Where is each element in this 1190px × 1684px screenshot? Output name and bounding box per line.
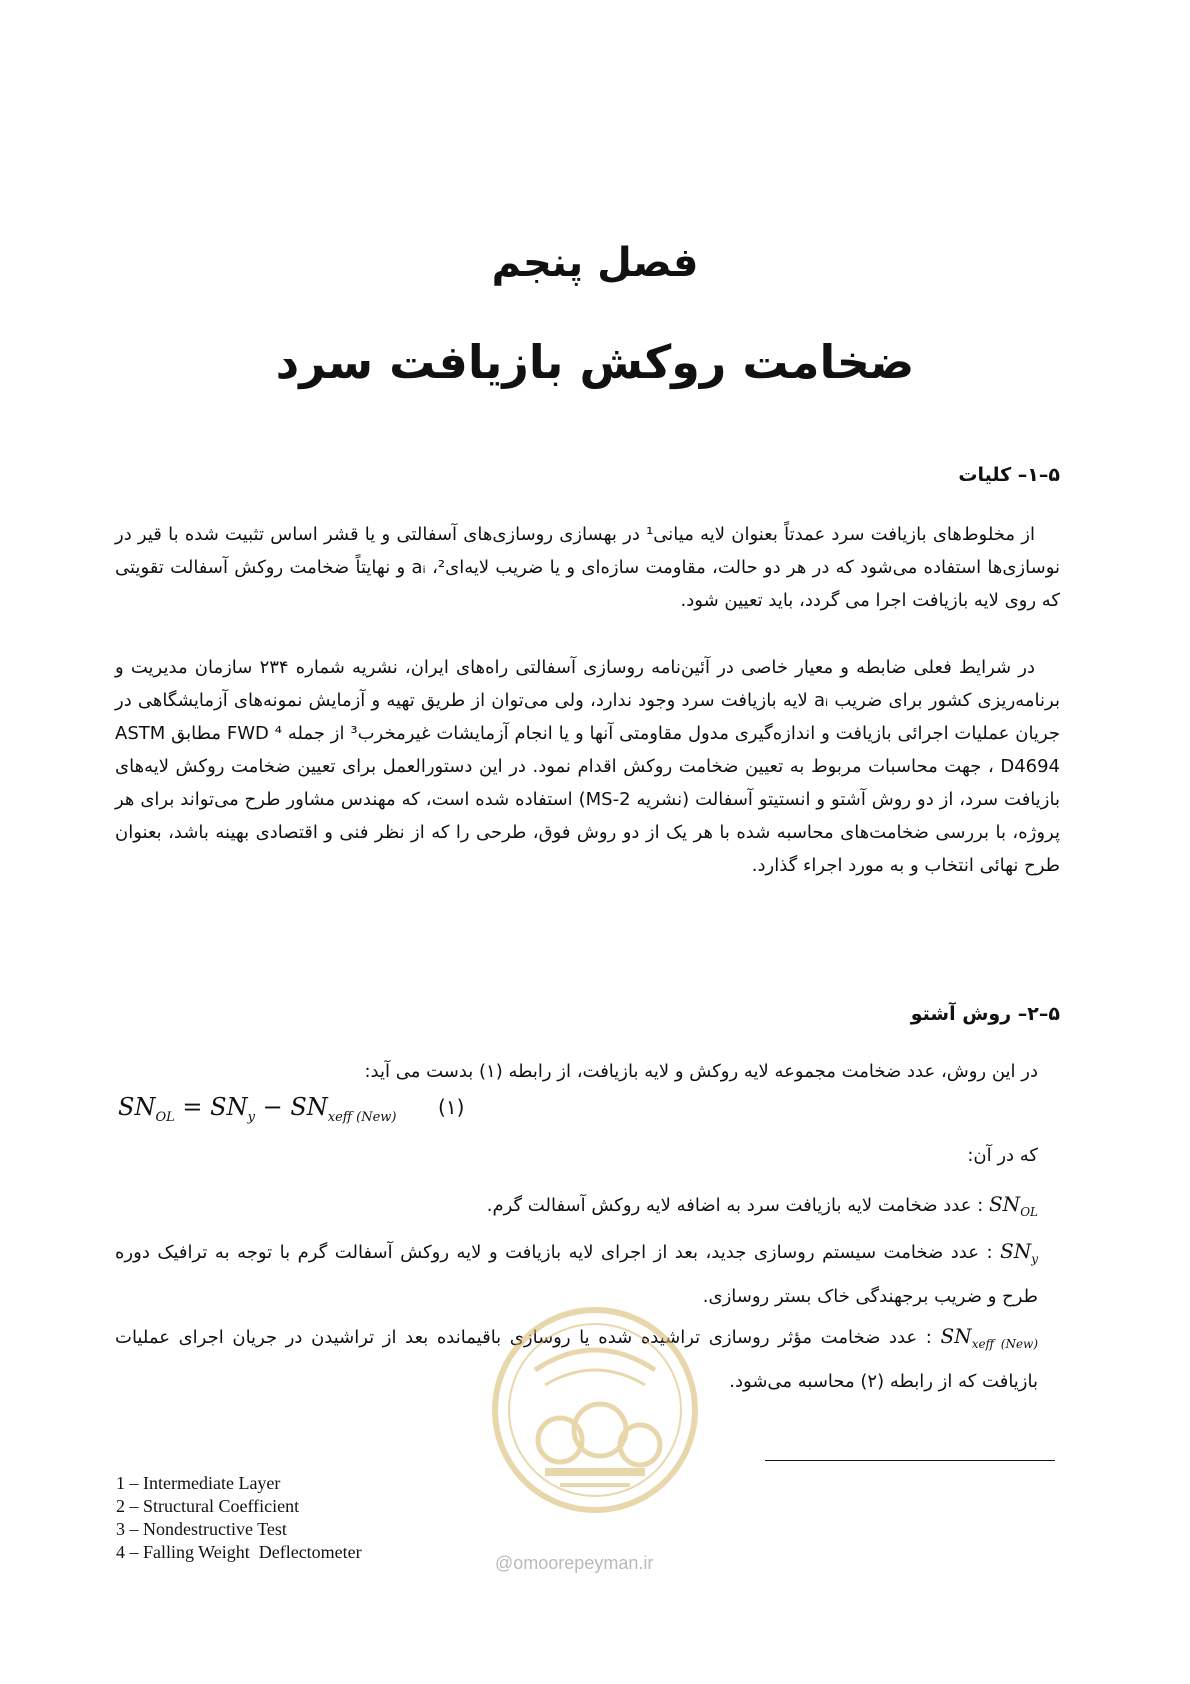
footnote-item: 4 – Falling Weight Deflectometer <box>116 1542 362 1562</box>
def-text: : عدد ضخامت سیستم روسازی جدید، بعد از اجرای لایه بازیافت و لایه روکش آسفالت گرم با توجه به ترافیک دوره طرح و ضریب برجهندگی خاک بستر روسازی. <box>115 1242 1038 1307</box>
footnotes <box>116 1472 362 1564</box>
definition-sn-ol <box>115 1185 1038 1231</box>
eq-term2: SN <box>290 1093 328 1121</box>
section-heading-aashto: ۵–۲– روش آشتو <box>910 1003 1060 1025</box>
paragraph-general-1: از مخلوط‌های بازیافت سرد عمدتاً بعنوان لایه میانی¹ در بهسازی روسازی‌های آسفالتی و یا قشر اساس تثبیت شده با قیر در نوسازی‌ها استفاده می‌شود که در هر دو حالت، مقاومت سازه‌ای و یا ضریب لایه‌ای²، aᵢ و نهایتاً ضخامت روکش آسفالت تقویتی که روی لایه بازیافت اجرا می گردد، باید تعیین شود. <box>115 524 1061 611</box>
footnote-item: 2 – Structural Coefficient <box>116 1496 300 1516</box>
watermark-site-text: @omoorepeyman.ir <box>495 1553 654 1573</box>
def-symbol: $SN_y$ <box>1000 1239 1038 1266</box>
equation-number: (۱) <box>438 1095 465 1119</box>
eq-term1: SN <box>210 1093 248 1121</box>
chapter-title: ضخامت روکش بازیافت سرد <box>275 335 915 389</box>
paragraph-general-2: در شرایط فعلی ضابطه و معیار خاصی در آئین‌نامه روسازی آسفالتی راه‌های ایران، نشریه شماره ۲۳۴ سازمان مدیریت و برنامه‌ریزی کشور برای ضریب aᵢ لایه بازیافت سرد وجود ندارد، ولی می‌توان از طریق تهیه و آزمایش نمونه‌های آزمایشگاهی در جریان عملیات اجرائی بازیافت و اندازه‌گیری مدول مقاومتی آنها و یا انجام آزمایشات غیرمخرب³ از جمله FWD ⁴ مطابق ASTM D4694 ، جهت محاسبات مربوط به تعیین ضخامت روکش اقدام نمود. در این دستورالعمل برای تعیین ضخامت روکش لایه‌های بازیافت سرد، از دو روش آشتو و انستیتو آسفالت (نشریه MS-2) استفاده شده است، که مهندس مشاور طرح می‌تواند برای هر پروژه، با بررسی ضخامت‌های محاسبه شده با هر یک از دو روش فوق، طرحی را که از نظر فنی و اقتصادی بهینه باشد، بعنوان طرح نهائی انتخاب و به مورد اجراء گذارد. <box>115 657 1061 876</box>
chapter-number: فصل پنجم <box>491 240 699 286</box>
def-text: : عدد ضخامت لایه بازیافت سرد به اضافه لایه روکش آسفالت گرم. <box>486 1195 989 1216</box>
eq-lhs-sub: OL <box>155 1109 175 1125</box>
definitions-intro: که در آن: <box>967 1145 1038 1166</box>
equation-1 <box>118 1093 396 1125</box>
watermark-logo-icon <box>485 1300 705 1520</box>
eq-lhs: SN <box>118 1093 156 1121</box>
eq-minus: − <box>254 1093 291 1121</box>
def-symbol: $SN_{xeff (New)}$ <box>940 1324 1039 1351</box>
footnote-item: 3 – Nondestructive Test <box>116 1519 287 1539</box>
footnote-item: 1 – Intermediate Layer <box>116 1473 281 1493</box>
eq-term1-sub: y <box>247 1109 255 1125</box>
paragraph-aashto-intro: در این روش، عدد ضخامت مجموعه لایه روکش و لایه بازیافت، از رابطه (۱) بدست می آید: <box>364 1061 1038 1082</box>
footnote-separator <box>765 1460 1055 1461</box>
eq-equals: = <box>174 1093 211 1121</box>
def-symbol: $SN_{OL}$ <box>988 1192 1038 1219</box>
section-heading-general: ۵–۱– کلیات <box>958 464 1060 486</box>
def-text: : عدد ضخامت مؤثر روسازی تراشیده شده یا روسازی باقیمانده بعد از تراشیدن در جریان اجرای عملیات بازیافت که از رابطه (۲) محاسبه می‌شود. <box>115 1327 1038 1392</box>
eq-term2-sub: xeff (New) <box>327 1109 397 1125</box>
